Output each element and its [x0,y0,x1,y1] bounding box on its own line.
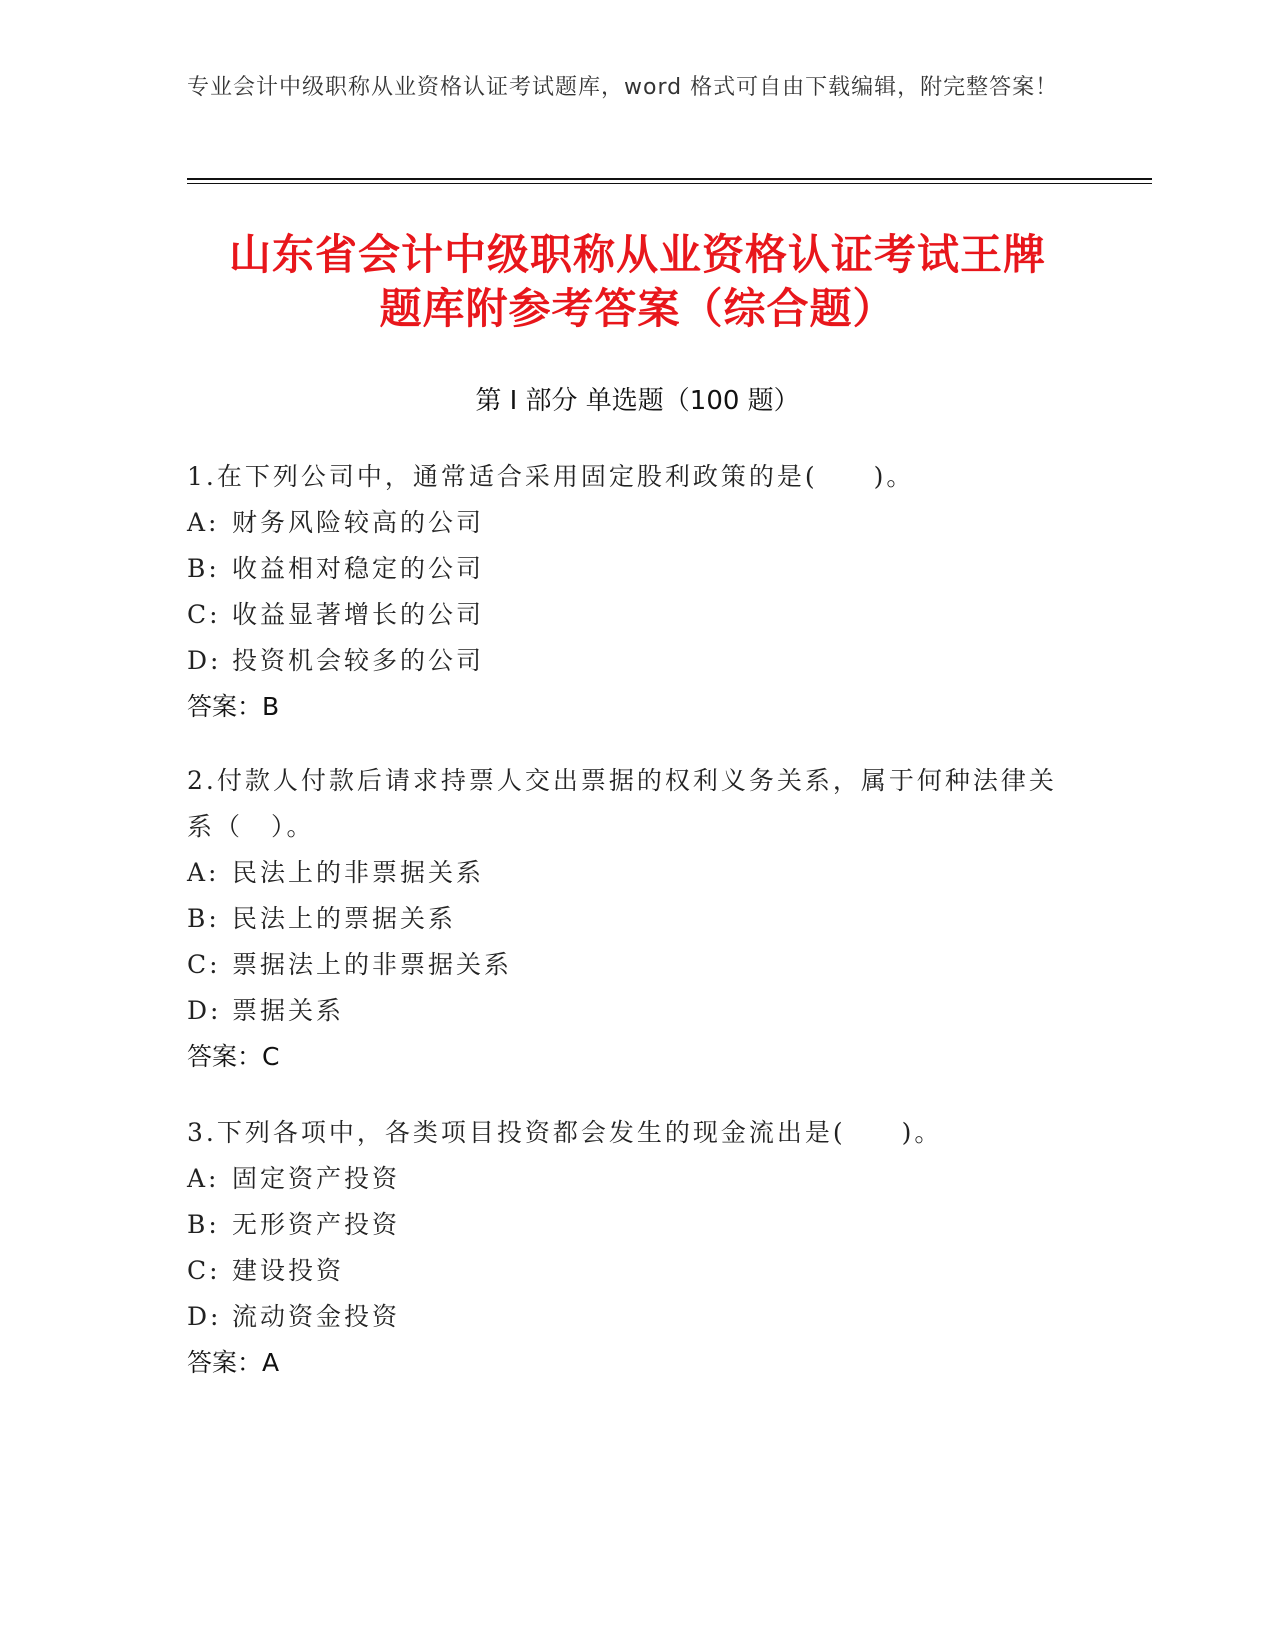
option-text: 流动资金投资 [232,1302,401,1331]
answer: 答案：A [187,1348,280,1377]
option-b [187,1202,1077,1248]
question-stem: 2.付款人付款后请求持票人交出票据的权利义务关系，属于何种法律关系（ ）。 [187,766,1057,841]
option-letter: A: [187,1164,220,1193]
option-letter: C: [187,950,221,979]
option-text: 投资机会较多的公司 [232,646,485,675]
header-note: 专业会计中级职称从业资格认证考试题库，word 格式可自由下载编辑，附完整答案！ [187,75,1059,100]
option-a [187,500,1077,546]
question-stem: 3.下列各项中，各类项目投资都会发生的现金流出是( )。 [187,1118,943,1147]
option-b [187,896,1077,942]
option-letter: B: [187,554,220,583]
option-letter: D: [187,646,222,675]
option-d [187,988,1077,1034]
header-divider-thick [187,178,1152,180]
option-a [187,850,1077,896]
question-2 [187,758,1077,1080]
question-3 [187,1110,1077,1386]
option-c [187,592,1077,638]
option-text: 票据关系 [232,996,345,1025]
option-letter: A: [187,858,220,887]
option-letter: B: [187,904,220,933]
option-text: 收益相对稳定的公司 [232,554,485,583]
document-title-line-2: 题库附参考答案（综合题） [379,284,896,333]
option-text: 收益显著增长的公司 [232,600,485,629]
option-text: 财务风险较高的公司 [232,508,485,537]
option-text: 建设投资 [232,1256,345,1285]
option-letter: D: [187,996,222,1025]
option-letter: A: [187,508,220,537]
option-letter: B: [187,1210,220,1239]
header-divider-thin [187,183,1152,184]
option-text: 无形资产投资 [232,1210,401,1239]
answer: 答案：C [187,1042,280,1071]
option-d [187,1294,1077,1340]
answer: 答案：B [187,692,280,721]
option-a [187,1156,1077,1202]
option-text: 民法上的非票据关系 [232,858,485,887]
option-text: 民法上的票据关系 [232,904,457,933]
option-b [187,546,1077,592]
question-1 [187,454,1077,730]
option-letter: C: [187,600,221,629]
question-stem: 1.在下列公司中，通常适合采用固定股利政策的是( )。 [187,462,915,491]
option-d [187,638,1077,684]
option-letter: D: [187,1302,222,1331]
option-text: 固定资产投资 [232,1164,401,1193]
option-c [187,1248,1077,1294]
option-letter: C: [187,1256,221,1285]
document-title [100,228,1175,336]
document-title-line-1: 山东省会计中级职称从业资格认证考试王牌 [228,230,1046,279]
option-c [187,942,1077,988]
option-text: 票据法上的非票据关系 [232,950,513,979]
section-title: 第 I 部分 单选题（100 题） [475,386,800,416]
